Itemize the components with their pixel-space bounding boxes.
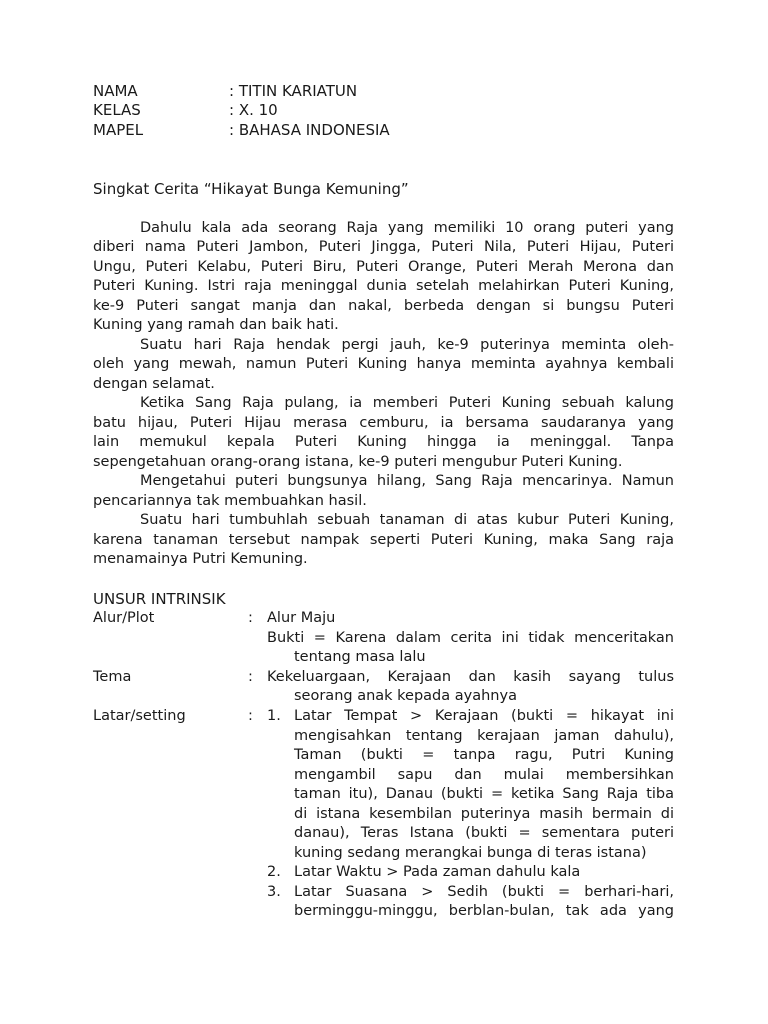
setting-line: Taman (bukti = tanpa ragu, Putri Kuning — [294, 747, 674, 763]
setting-number: 3. — [267, 884, 281, 900]
plot-proof-line: tentang masa lalu — [294, 649, 426, 665]
setting-line: mengambil sapu dan mulai membersihkan — [294, 767, 674, 783]
story-line: oleh yang mewah, namun Puteri Kuning hanya meminta ayahnya kembali — [93, 356, 674, 372]
setting-label: Latar/setting — [93, 708, 186, 724]
class-value: : X. 10 — [229, 101, 278, 119]
setting-colon: : — [248, 708, 253, 724]
class-label: KELAS — [93, 101, 141, 119]
theme-colon: : — [248, 669, 253, 685]
setting-line: Latar Tempat > Kerajaan (bukti = hikayat ini — [294, 708, 674, 724]
name-label: NAMA — [93, 82, 138, 100]
story-title: Singkat Cerita “Hikayat Bunga Kemuning” — [93, 180, 409, 198]
story-line: pencariannya tak membuahkan hasil. — [93, 493, 367, 509]
setting-line: di istana kesembilan puterinya masih bermain di — [294, 806, 674, 822]
story-line: Suatu hari tumbuhlah sebuah tanaman di atas kubur Puteri Kuning, — [140, 512, 674, 528]
story-line: Dahulu kala ada seorang Raja yang memiliki 10 orang puteri yang — [140, 220, 674, 236]
plot-label: Alur/Plot — [93, 610, 155, 626]
setting-line: kuning sedang merangkai bunga di teras istana) — [294, 845, 647, 861]
story-line: karena tanaman tersebut nampak seperti Puteri Kuning, maka Sang raja — [93, 532, 674, 548]
story-line: Puteri Kuning. Istri raja meninggal dunia setelah melahirkan Puteri Kuning, — [93, 278, 674, 294]
story-line: menamainya Putri Kemuning. — [93, 551, 308, 567]
story-line: batu hijau, Puteri Hijau merasa cemburu, ia bersama saudaranya yang — [93, 415, 674, 431]
story-line: Kuning yang ramah dan baik hati. — [93, 317, 339, 333]
setting-line: mengisahkan tentang kerajaan jaman dahulu), — [294, 728, 674, 744]
story-line: Ketika Sang Raja pulang, ia memberi Puteri Kuning sebuah kalung — [140, 395, 674, 411]
story-line: diberi nama Puteri Jambon, Puteri Jingga, Puteri Nila, Puteri Hijau, Puteri — [93, 239, 674, 255]
subject-value: : BAHASA INDONESIA — [229, 121, 390, 139]
intrinsic-heading: UNSUR INTRINSIK — [93, 590, 226, 608]
plot-colon: : — [248, 610, 253, 626]
setting-number: 1. — [267, 708, 281, 724]
plot-value: Alur Maju — [267, 610, 336, 626]
story-line: Suatu hari Raja hendak pergi jauh, ke-9 puterinya meminta oleh- — [140, 337, 674, 353]
plot-proof-line: Bukti = Karena dalam cerita ini tidak menceritakan — [267, 630, 674, 646]
story-line: ke-9 Puteri sangat manja dan nakal, berbeda dengan si bungsu Puteri — [93, 298, 674, 314]
story-line: sepengetahuan orang-orang istana, ke-9 puteri mengubur Puteri Kuning. — [93, 454, 623, 470]
theme-line: Kekeluargaan, Kerajaan dan kasih sayang tulus — [267, 669, 674, 685]
name-value: : TITIN KARIATUN — [229, 82, 358, 100]
setting-line: danau), Teras Istana (bukti = sementara puteri — [294, 825, 674, 841]
setting-mood-line: Latar Suasana > Sedih (bukti = berhari-hari, — [294, 884, 674, 900]
setting-time: Latar Waktu > Pada zaman dahulu kala — [294, 864, 581, 880]
story-line: lain memukul kepala Puteri Kuning hingga ia meninggal. Tanpa — [93, 434, 674, 450]
theme-line: seorang anak kepada ayahnya — [294, 688, 517, 704]
story-line: Ungu, Puteri Kelabu, Puteri Biru, Puteri Orange, Puteri Merah Merona dan — [93, 259, 674, 275]
theme-label: Tema — [93, 669, 132, 685]
story-line: Mengetahui puteri bungsunya hilang, Sang Raja mencarinya. Namun — [140, 473, 674, 489]
subject-label: MAPEL — [93, 121, 144, 139]
setting-mood-line: berminggu-minggu, berblan-bulan, tak ada yang — [294, 903, 674, 919]
setting-number: 2. — [267, 864, 281, 880]
setting-line: taman itu), Danau (bukti = ketika Sang Raja tiba — [294, 786, 674, 802]
story-line: dengan selamat. — [93, 376, 215, 392]
